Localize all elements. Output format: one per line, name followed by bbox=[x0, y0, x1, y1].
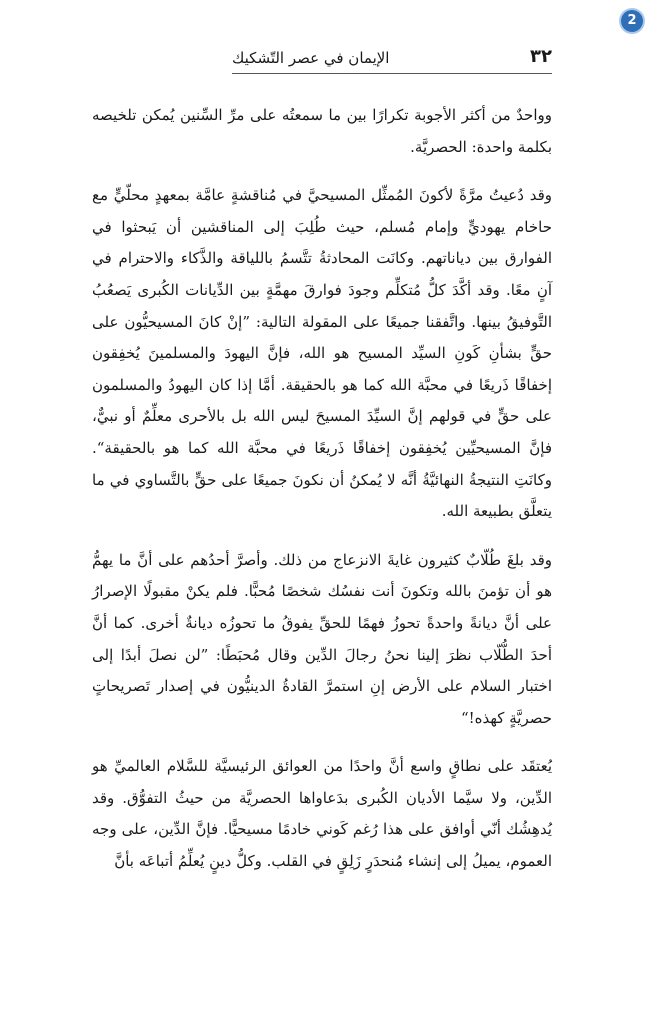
body-text bbox=[92, 100, 552, 878]
running-title: الإيمان في عصر التّشكيك bbox=[232, 49, 390, 67]
paragraph-1: وواحدٌ من أكثر الأجوبة تكرارًا بين ما سمعتُه على مرِّ السِّنين يُمكن تلخيصه بكلمة واحدة: الحصريَّة. bbox=[92, 106, 552, 156]
paragraph-3: وقد بلغَ طُلّابٌ كثيرون غايةَ الانزعاج من ذلك. وأصرَّ أحدُهم على أنَّ ما يهمُّ هو أن تؤمنَ بالله وتكونَ أنت نفسُك شخصًا مُحبًّا. فلم يكنْ مقبولًا الإصرارُ على أنَّ ديانةً واحدةً تحوزُ فهمًا للحقِّ يفوقُ ما تحوزُه ديانةٌ أخرى. كما أنَّ أحدَ الطُّلّاب نظرَ إلينا نحنُ رجالَ الدِّين وقال مُحبَطًا: ”لن نصلَ أبدًا إلى اختبار السلام على الأرض إنِ استمرَّ القادةُ الدينيُّون في إصدار تَصريحاتٍ حصريَّةٍ كهذه!“ bbox=[92, 550, 552, 727]
paragraph-4: يُعتقَد على نطاقٍ واسع أنَّ واحدًا من العوائق الرئيسيَّة للسَّلام العالميِّ هو الدِّين، ولا سيَّما الأديان الكُبرى بدَعاواها الحصريَّة من حيثُ التفوُّق. وقد يُدهِشُك أنّي أوافق على هذا رُغم كَوني خادمًا مسيحيًّا. فإنَّ الدِّين، على وجه العموم، يميلُ إلى إنشاء مُنحدَرٍ زَلِقٍ في القلب. وكلُّ دينٍ يُعلِّمُ أتباعَه بأنَّ bbox=[92, 757, 552, 871]
paragraph-2: وقد دُعيتُ مرَّةً لأكونَ المُمثِّل المسيحيَّ في مُناقشةٍ عامَّة بمعهدٍ محلّيٍّ مع حاخام يهوديٍّ وإمام مُسلم، حيث طُلِبَ إلى المناقشين أن يَبحثوا في الفوارق بين دياناتهم. وكانَت المحادثةُ تتَّسمُ باللياقة والذَّكاء والاحترام في آنٍ معًا. وقد أكَّدَ كلُّ مُتكلِّم وجودَ فوارقَ مهمَّةٍ بين الدِّيانات الكُبرى يَصعُبُ التَّوفيقُ بينها. واتَّفقنا جميعًا على المقولة التالية: ”إنْ كانَ المسيحيُّون على حقٍّ بشأنِ كَونِ السيِّد المسيح هو الله، فإنَّ اليهودَ والمسلمينَ يُخفِقون إخفاقًا ذَريعًا في محبَّة الله كما هو بالحقيقة. أمَّا إذا كان اليهودُ والمسلمون على حقٍّ في قولهم إنَّ السيِّدَ المسيحَ ليس الله بل بالأحرى معلِّمٌ أو نبيٌّ، فإنَّ المسيحيِّين يُخفِقون إخفاقًا ذَريعًا في محبَّة الله كما هو بالحقيقة“. وكانَتِ النتيجةُ النهائيَّةُ أنَّه لا يُمكنُ أن نكونَ جميعًا على حقٍّ بالتَّساوي في ما يتعلَّق بطبيعة الله. bbox=[92, 186, 552, 521]
page-number: ٣٢ bbox=[530, 46, 552, 67]
page-header bbox=[232, 44, 552, 74]
page-badge: 2 bbox=[621, 10, 643, 32]
header-rule bbox=[232, 73, 552, 74]
